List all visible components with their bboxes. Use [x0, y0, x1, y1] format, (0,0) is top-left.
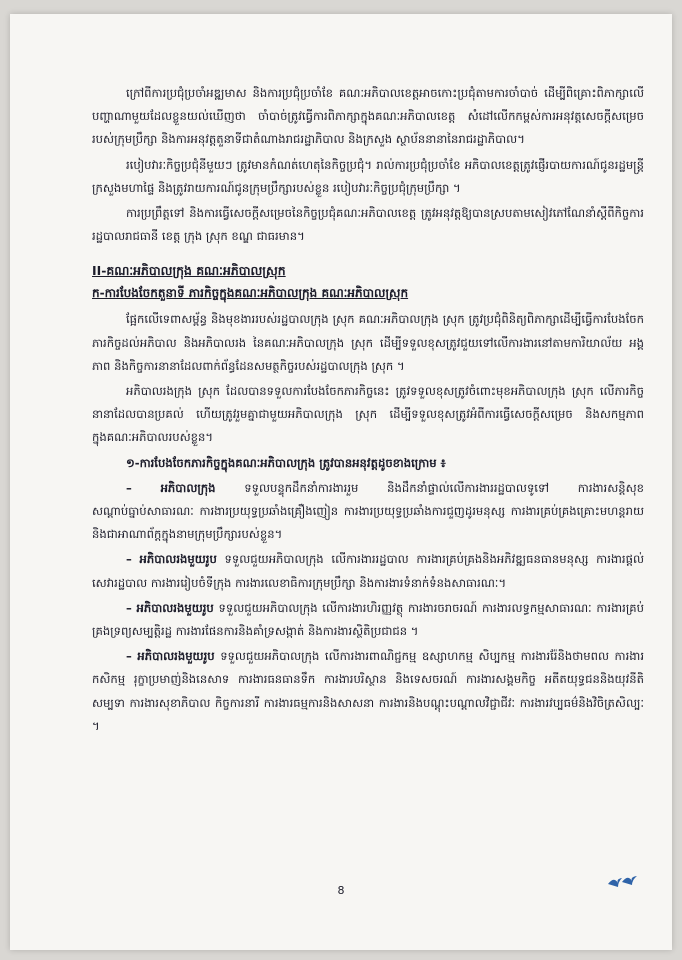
body-paragraph-2: អភិបាលរងក្រុង ស្រុក ដែលបានទទួលការបែងចែកភារកិច្ចនេះ ត្រូវទទួលខុសត្រូវចំពោះមុខអភិបាលក្រុង ស្រុក លើភារកិច្ចនានាដែលបានប្រគល់ ហើយត្រូវរួមគ្នាជាមួយអភិបាលក្រុង ស្រុក ដើម្បីទទួលខុសត្រូវអំពីការធ្វើសេចក្តីសម្រេច និងសកម្មភាពក្នុងគណៈអភិបាលរបស់ខ្លួន។ — [92, 384, 644, 445]
intro-paragraph-1: ក្រៅពីការប្រជុំប្រចាំអឌ្ឍមាស និងការប្រជុំប្រចាំខែ គណៈអភិបាលខេត្តអាចកោះប្រជុំតាមការចាំបាច់ ដើម្បីពិគ្រោះពិភាក្សាលើបញ្ហាណាមួយដែលខ្លួនយល់ឃើញថា ចាំបាច់ត្រូវធ្វើការពិភាក្សាក្នុងគណៈអភិបាលខេត្ត សំដៅលើកកម្ពស់ការអនុវត្តសេចក្តីសម្រេចរបស់ក្រុមប្រឹក្សា និងការអនុវត្តតួនាទីជាតំណាងរាជរដ្ឋាភិបាល និងក្រសួង ស្ថាប័ននានានៃរាជរដ្ឋាភិបាល។ — [92, 86, 644, 147]
page-content — [92, 82, 644, 740]
list-item-text: ទទួលជួយអភិបាលក្រុង លើការងារហិរញ្ញវត្ថុ ការងារចរាចរណ៍ ការងារលទ្ធកម្មសាធារណៈ ការងារគ្រប់គ្រងទ្រព្យសម្បត្តិរដ្ឋ ការងារផែនការនិងគាំទ្រសង្កាត់ និងការងារស្ថិតិប្រជាជន ។ — [92, 600, 644, 639]
list-item — [92, 645, 644, 738]
list-item-dash: – — [126, 649, 132, 664]
list-item-text: ទទួលជួយអភិបាលក្រុង លើការងាររដ្ឋបាល ការងារគ្រប់គ្រងនិងអភិវឌ្ឍធនធានមនុស្ស ការងារផ្តល់សេវារដ្ឋបាល ការងាររៀបចំទីក្រុង ការងារលេខាធិការក្រុមប្រឹក្សា និងការងារទំនាក់ទំនងសាធារណៈ។ — [92, 552, 645, 590]
list-item — [92, 597, 644, 643]
list-item-role: អភិបាលរងមួយរូប — [137, 649, 215, 664]
list-item-text: ទទួលបន្ទុកដឹកនាំការងាររួម និងដឹកនាំផ្ទាល់លើការងាររដ្ឋបាលទូទៅ ការងារសន្តិសុខ សណ្តាប់ធ្នាប់សាធារណៈ ការងារប្រយុទ្ធប្រឆាំងគ្រឿងញៀន ការងារប្រយុទ្ធប្រឆាំងការជួញដូរមនុស្ស ការងារគ្រប់គ្រងគ្រោះមហន្តរាយ និងជាអាណាព័ក្តក្នុងនាមក្រុមប្រឹក្សារបស់ខ្លួន។ — [92, 480, 645, 542]
list-item-role: អភិបាលរងមួយរូប — [139, 552, 217, 567]
list-heading: ១-ការបែងចែកភារកិច្ចក្នុងគណៈអភិបាលក្រុង ត្រូវបានអនុវត្តដូចខាងក្រោម ៖ — [126, 455, 446, 470]
list-item — [92, 548, 644, 594]
intro-paragraph-3: ការប្រព្រឹត្តទៅ និងការធ្វើសេចក្តីសម្រេចនៃកិច្ចប្រជុំគណៈអភិបាលខេត្ត ត្រូវអនុវត្តឱ្យបានស្របតាមសៀវភៅណែនាំស្តីពីកិច្ចការរដ្ឋបាលរាជធានី ខេត្ត ក្រុង ស្រុក ខណ្ឌ ជាធរមាន។ — [92, 206, 644, 244]
body-paragraph-1: ផ្អែកលើទេពាសម្ព័ន្ធ និងមុខងាររបស់រដ្ឋបាលក្រុង ស្រុក គណៈអភិបាលក្រុង ស្រុក ត្រូវប្រជុំពិនិត្យពិភាក្សាដើម្បីធ្វើការបែងចែកភារកិច្ចដល់អភិបាល និងអភិបាលរង នៃគណៈអភិបាលក្រុង ស្រុក ដើម្បីទទួលខុសត្រូវជួយទៅលើការងារនៅតាមការិយាល័យ អង្គភាព និងកិច្ចការនានាដែលពាក់ព័ន្ធដែនសមត្ថកិច្ចរបស់រដ្ឋបាលក្រុង ស្រុក ។ — [92, 312, 644, 373]
section-heading: II-គណៈអភិបាលក្រុង គណៈអភិបាលស្រុក — [92, 263, 286, 279]
list-item-dash: – — [126, 552, 132, 567]
list-item-role: អភិបាលរងមួយរូប — [136, 600, 214, 615]
list-item — [92, 477, 644, 547]
list-item-role: អភិបាលក្រុង — [160, 480, 216, 495]
list-item-dash: – — [126, 480, 132, 495]
list-item-dash: – — [126, 600, 132, 615]
document-page — [10, 14, 672, 950]
intro-paragraph-2: របៀបវារៈកិច្ចប្រជុំនីមួយៗ ត្រូវមានកំណត់ហេតុនៃកិច្ចប្រជុំ។ រាល់ការប្រជុំប្រចាំខែ អភិបាលខេត្តត្រូវផ្ញើរបាយការណ៍ជូនរដ្ឋមន្ត្រីក្រសួងមហាផ្ទៃ និងត្រូវរាយការណ៍ជូនក្រុមប្រឹក្សារបស់ខ្លួន របៀបវារៈកិច្ចប្រជុំក្រុមប្រឹក្សា ។ — [92, 157, 644, 195]
page-number: 8 — [337, 884, 345, 897]
subsection-heading: ក-ការបែងចែកតួនាទី ភារកិច្ចក្នុងគណៈអភិបាលក្រុង គណៈអភិបាលស្រុក — [92, 286, 409, 301]
list-item-text: ទទួលជួយអភិបាលក្រុង លើការងារពាណិជ្ជកម្ម ឧស្សាហកម្ម សិប្បកម្ម ការងាររ៉ែនិងថាមពល ការងារកសិកម្ម រុក្ខាប្រមាញ់និងនេសាទ ការងារធនធានទឹក ការងារបរិស្ថាន និងទេសចរណ៍ ការងារសង្គមកិច្ច អតីតយុទ្ធជននិងយុវនីតិសម្បទា ការងារសុខាភិបាល កិច្ចការនារី ការងារធម្មការនិងសាសនា ការងារនិងបណ្តុះបណ្តាលវិជ្ជាជីវៈ ការងារវប្បធម៌និងវិចិត្រសិល្បៈ ។ — [92, 649, 644, 733]
